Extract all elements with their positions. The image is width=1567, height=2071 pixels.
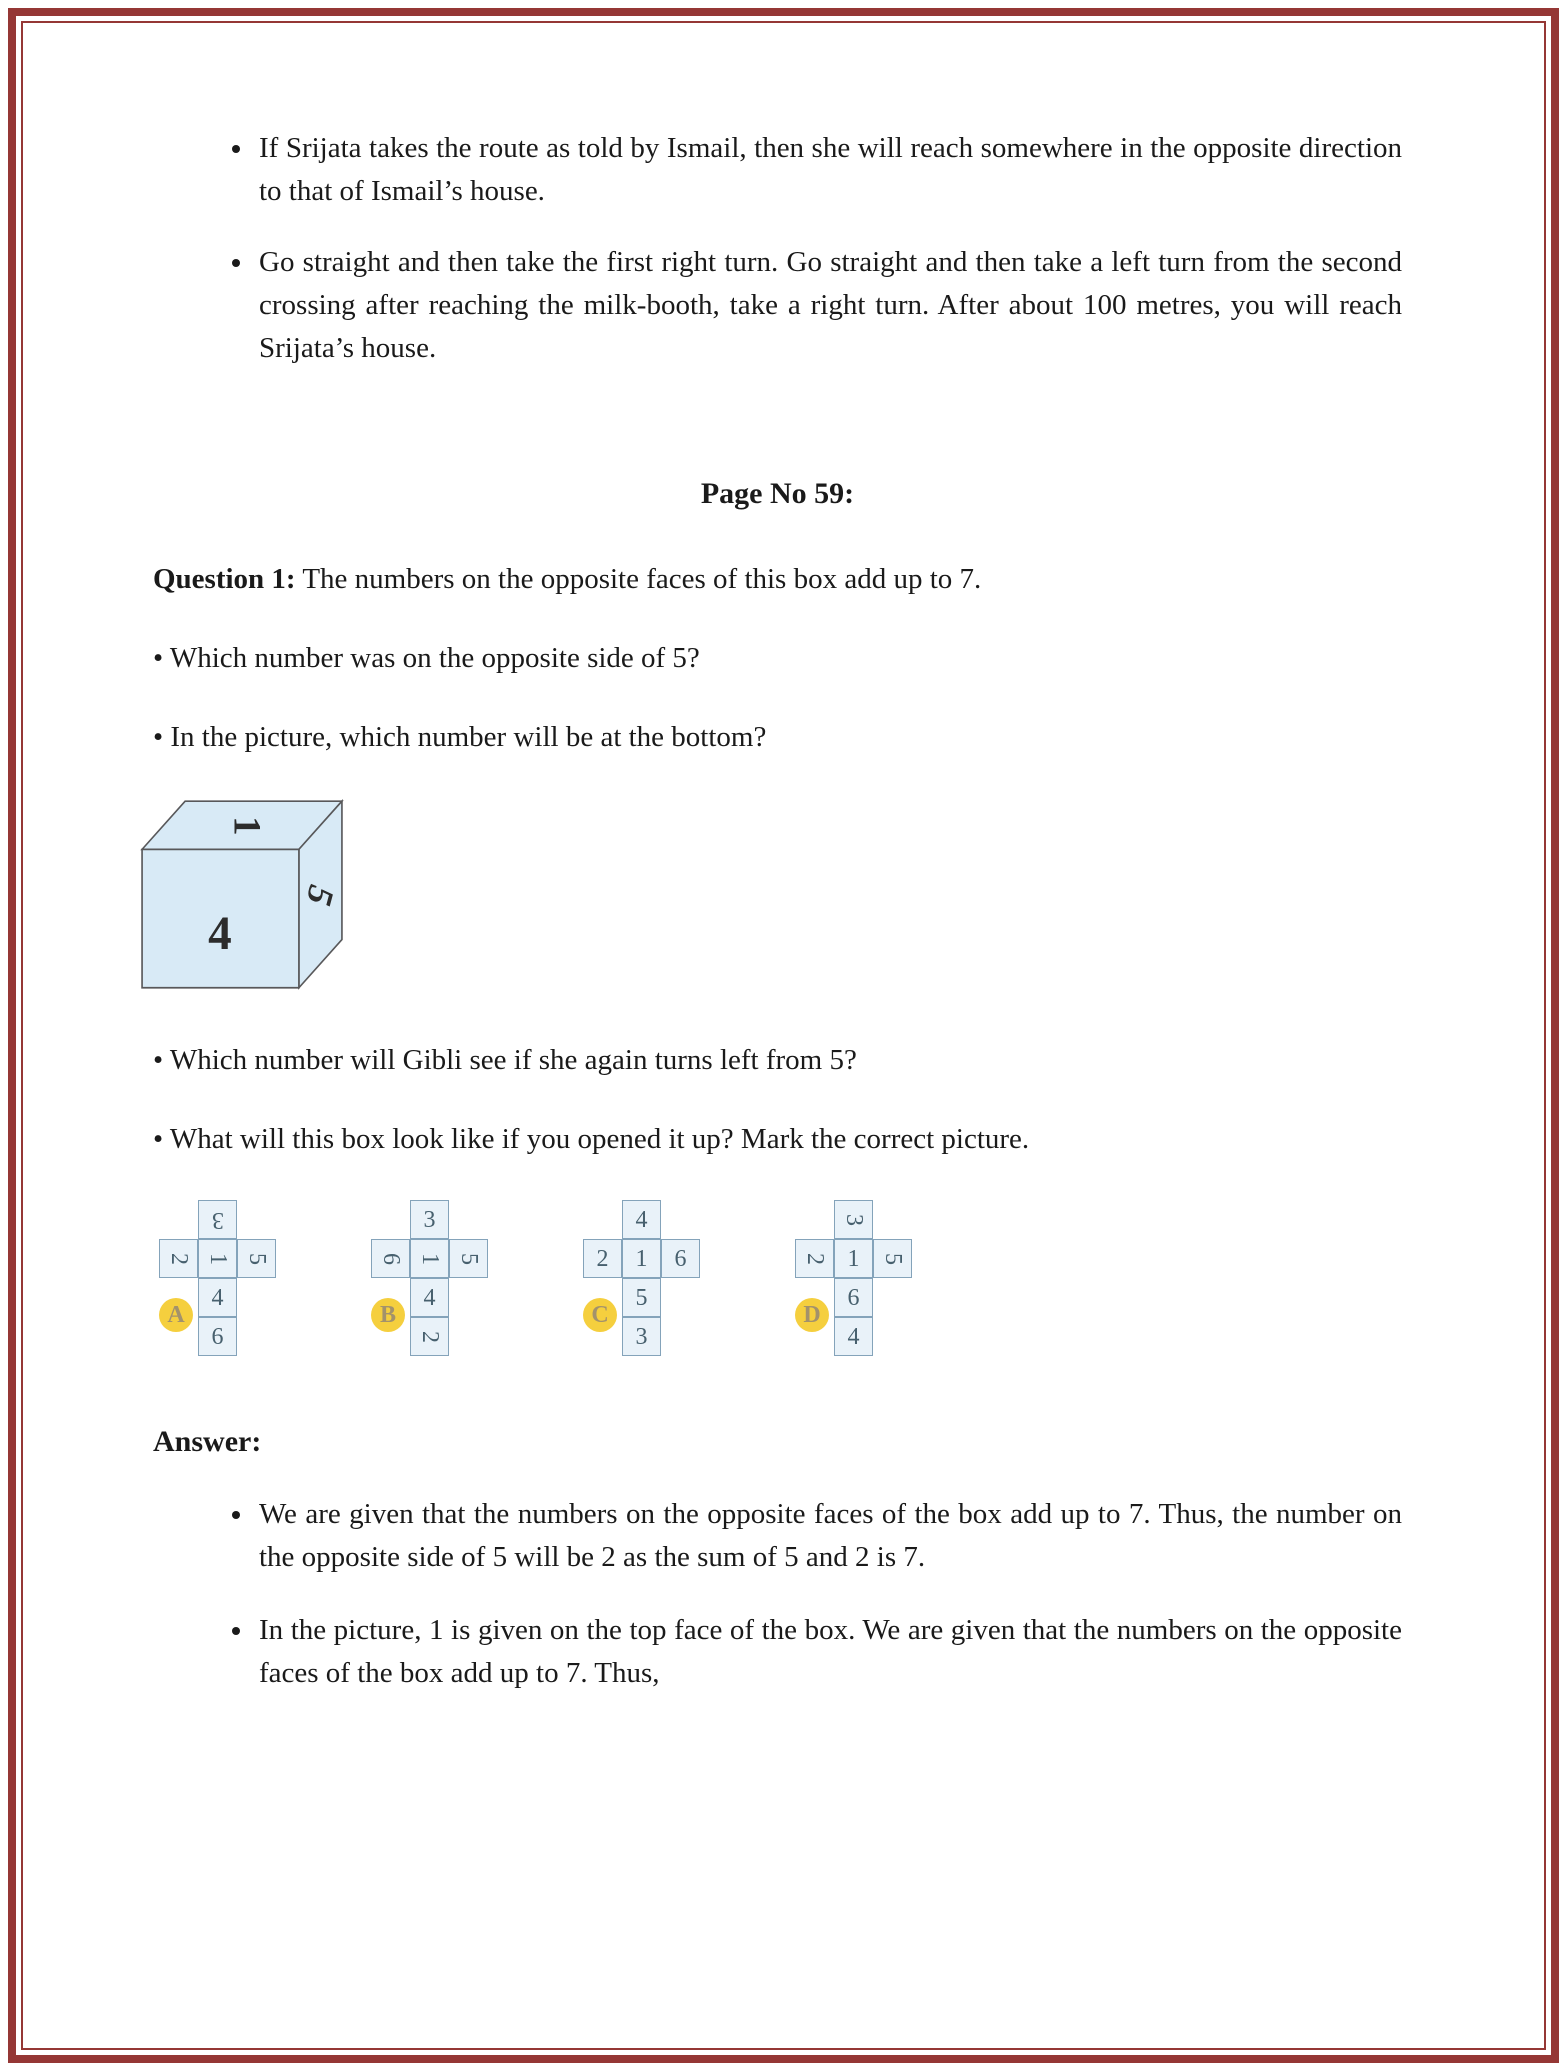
net-cell-below xyxy=(622,1278,661,1317)
net-cell-bottom xyxy=(198,1317,237,1356)
document-content xyxy=(23,23,1544,1764)
intro-bullet-text: If Srijata takes the route as told by Ismail, then she will reach somewhere in the opposite direction to that of Ismail’s house. xyxy=(259,132,1402,207)
net-cell-right xyxy=(237,1239,276,1278)
intro-bullet xyxy=(255,127,1402,213)
answer-heading: Answer: xyxy=(153,1425,262,1459)
net-option-a xyxy=(159,1200,278,1362)
net-cell-left xyxy=(583,1239,622,1278)
option-label-a: A xyxy=(159,1298,193,1332)
net-cell-below xyxy=(834,1278,873,1317)
net-cell-value: 4 xyxy=(635,1206,648,1233)
net-cell-right xyxy=(661,1239,700,1278)
net-options-row xyxy=(159,1200,1402,1362)
net-option-b xyxy=(371,1200,490,1362)
answer-bullet-text: In the picture, 1 is given on the top face of the box. We are given that the numbers on the opposite faces of the box add up to 7. Thus, xyxy=(259,1613,1402,1689)
net-cell-value: 2 xyxy=(165,1252,192,1265)
net-cell-value: 5 xyxy=(455,1252,482,1265)
net-cell-value: 4 xyxy=(847,1323,860,1350)
net-cell-value: 3 xyxy=(840,1213,867,1226)
option-label-c: C xyxy=(583,1298,617,1332)
page-heading: Page No 59: xyxy=(700,476,855,510)
sub-question-bottom-number: • In the picture, which number will be at the bottom? xyxy=(153,720,767,753)
net-cell-bottom xyxy=(410,1317,449,1356)
cube-front-number: 4 xyxy=(208,907,232,960)
answer-bullet xyxy=(255,1493,1402,1579)
net-cell-left xyxy=(795,1239,834,1278)
net-cell-center xyxy=(198,1239,237,1278)
intro-bullet-list xyxy=(153,127,1402,370)
answer-bullet-list xyxy=(153,1493,1402,1695)
net-grid xyxy=(583,1200,702,1356)
question-text: The numbers on the opposite faces of this box add up to 7. xyxy=(295,562,982,595)
net-cell-center xyxy=(834,1239,873,1278)
sub-question-opposite-of-5: • Which number was on the opposite side of 5? xyxy=(153,641,700,674)
net-cell-bottom xyxy=(622,1317,661,1356)
net-cell-value: 1 xyxy=(635,1245,648,1272)
net-cell-below xyxy=(198,1278,237,1317)
net-option-d xyxy=(795,1200,914,1362)
net-cell-value: 6 xyxy=(674,1245,687,1272)
net-cell-value: 2 xyxy=(801,1252,828,1265)
net-cell-top xyxy=(622,1200,661,1239)
cube-top-number: 1 xyxy=(225,815,269,836)
net-cell-bottom xyxy=(834,1317,873,1356)
page-frame xyxy=(8,8,1559,2063)
net-cell-value: 2 xyxy=(596,1245,609,1272)
net-cell-value: 5 xyxy=(879,1252,906,1265)
cube-side-number: 5 xyxy=(298,880,343,910)
net-cell-value: 6 xyxy=(211,1323,224,1350)
net-cell-value: 2 xyxy=(416,1330,443,1343)
net-cell-value: 5 xyxy=(243,1252,270,1265)
answer-bullet xyxy=(255,1609,1402,1695)
net-cell-value: 1 xyxy=(416,1252,443,1265)
question-line xyxy=(153,558,1402,601)
intro-bullet-text: Go straight and then take the first right turn. Go straight and then take a left turn from the second crossing after reaching the milk-booth, take a right turn. After about 100 metres, you will reach Srijata’s house. xyxy=(259,245,1402,364)
net-cell-center xyxy=(410,1239,449,1278)
net-cell-value: 4 xyxy=(423,1284,436,1311)
option-label-b: B xyxy=(371,1298,405,1332)
net-option-c xyxy=(583,1200,702,1362)
net-cell-left xyxy=(159,1239,198,1278)
net-cell-value: 5 xyxy=(635,1284,648,1311)
net-cell-value: 3 xyxy=(423,1206,436,1233)
net-cell-right xyxy=(873,1239,912,1278)
answer-bullet-text: We are given that the numbers on the opposite faces of the box add up to 7. Thus, the number on the opposite side of 5 will be 2 as the sum of 5 and 2 is 7. xyxy=(259,1497,1402,1573)
sub-question-opened-box: • What will this box look like if you opened it up? Mark the correct picture. xyxy=(153,1122,1030,1155)
net-grid xyxy=(159,1200,278,1356)
net-cell-right xyxy=(449,1239,488,1278)
net-cell-value: 6 xyxy=(377,1252,404,1265)
net-cell-value: 3 xyxy=(211,1206,224,1233)
page-inner-frame xyxy=(21,21,1546,2050)
net-cell-value: 1 xyxy=(204,1252,231,1265)
net-cell-value: 3 xyxy=(635,1323,648,1350)
net-cell-center xyxy=(622,1239,661,1278)
net-cell-value: 4 xyxy=(211,1284,224,1311)
cube-figure xyxy=(127,793,357,1003)
net-cell-value: 1 xyxy=(847,1245,860,1272)
net-cell-top xyxy=(198,1200,237,1239)
net-cell-top xyxy=(410,1200,449,1239)
net-grid xyxy=(795,1200,914,1356)
net-cell-below xyxy=(410,1278,449,1317)
intro-bullet xyxy=(255,241,1402,370)
option-label-d: D xyxy=(795,1298,829,1332)
net-cell-top xyxy=(834,1200,873,1239)
cube-illustration xyxy=(127,793,357,998)
question-label: Question 1: xyxy=(153,562,296,595)
sub-question-gibli-turns-left: • Which number will Gibli see if she again turns left from 5? xyxy=(153,1043,857,1076)
net-cell-left xyxy=(371,1239,410,1278)
net-grid xyxy=(371,1200,490,1356)
net-cell-value: 6 xyxy=(847,1284,860,1311)
